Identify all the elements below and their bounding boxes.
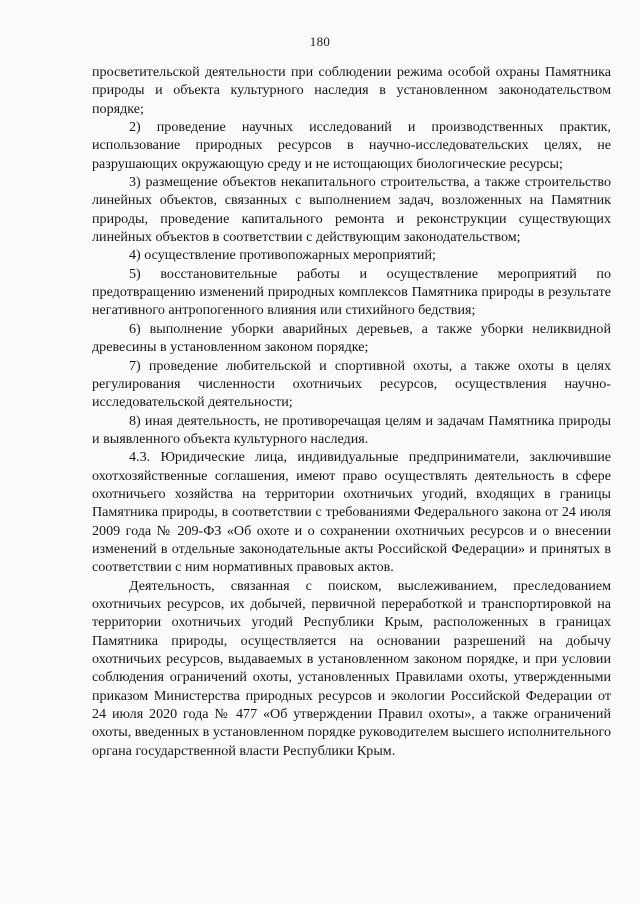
paragraph-hunting-activity: Деятельность, связанная с поиском, выслеживанием, преследованием охотничьих ресурсов, их добычей, первичной переработкой и транспортировкой на территории охотничьих угодий Республики Крым, расположенных в границах Памятника природы, осуществляется на основании разрешений на добычу охотничьих ресурсов, выдаваемых в установленном законом порядке, и при условии соблюдения ограничений охоты, установленных Правилами охоты, утвержденными приказом Министерства природных ресурсов и экологии Российской Федерации от 24 июля 2020 года № 477 «Об утверждении Правил охоты», а также ограничений охоты, введенных в установленном порядке руководителем высшего исполнительного органа государственной власти Республики Крым. xyxy=(92,577,611,759)
paragraph-item-6: 6) выполнение уборки аварийных деревьев, а также уборки неликвидной древесины в установленном законом порядке; xyxy=(92,320,611,356)
paragraph-item-2: 2) проведение научных исследований и производственных практик, использование природных ресурсов в научно-исследовательских целях, не разрушающих окружающую среду и не истощающих биологические ресурсы; xyxy=(92,119,611,172)
paragraph-section-4-3: 4.3. Юридические лица, индивидуальные предприниматели, заключившие охотхозяйственные соглашения, имеют право осуществлять деятельность в сфере охотничьего хозяйства на территории охотничьих угодий, входящих в границы Памятника природы, в соответствии с требованиями Федерального закона от 24 июля 2009 года № 209-ФЗ «Об охоте и о сохранении охотничьих ресурсов и о внесении изменений в отдельные законодательные акты Российской Федерации» и принятых в соответствии с ним нормативных правовых актов. xyxy=(92,449,611,576)
page-number: 180 xyxy=(309,34,331,49)
paragraph-item-7: 7) проведение любительской и спортивной охоты, а также охоты в целях регулирования численности охотничьих ресурсов, осуществления научно-исследовательской деятельности; xyxy=(92,357,611,411)
paragraph-item-8: 8) иная деятельность, не противоречащая целям и задачам Памятника природы и выявленного объекта культурного наследия. xyxy=(92,412,611,447)
paragraph-continuation: просветительской деятельности при соблюдении режима особой охраны Памятника природы и объекта культурного наследия в установленном законодательством порядке; xyxy=(92,64,611,117)
paragraph-item-3: 3) размещение объектов некапитального строительства, а также строительство линейных объектов, связанных с выполнением задач, возложенных на Памятник природы, проведение капитального ремонта и реконструкции существующих линейных объектов в соответствии с действующим законодательством; xyxy=(92,174,611,246)
paragraph-item-4: 4) осуществление противопожарных мероприятий; xyxy=(129,247,436,264)
paragraph-item-5: 5) восстановительные работы и осуществление мероприятий по предотвращению изменений природных комплексов Памятника природы в результате негативного антропогенного влияния или стихийного бедствия; xyxy=(92,265,611,319)
document-body xyxy=(92,63,611,760)
